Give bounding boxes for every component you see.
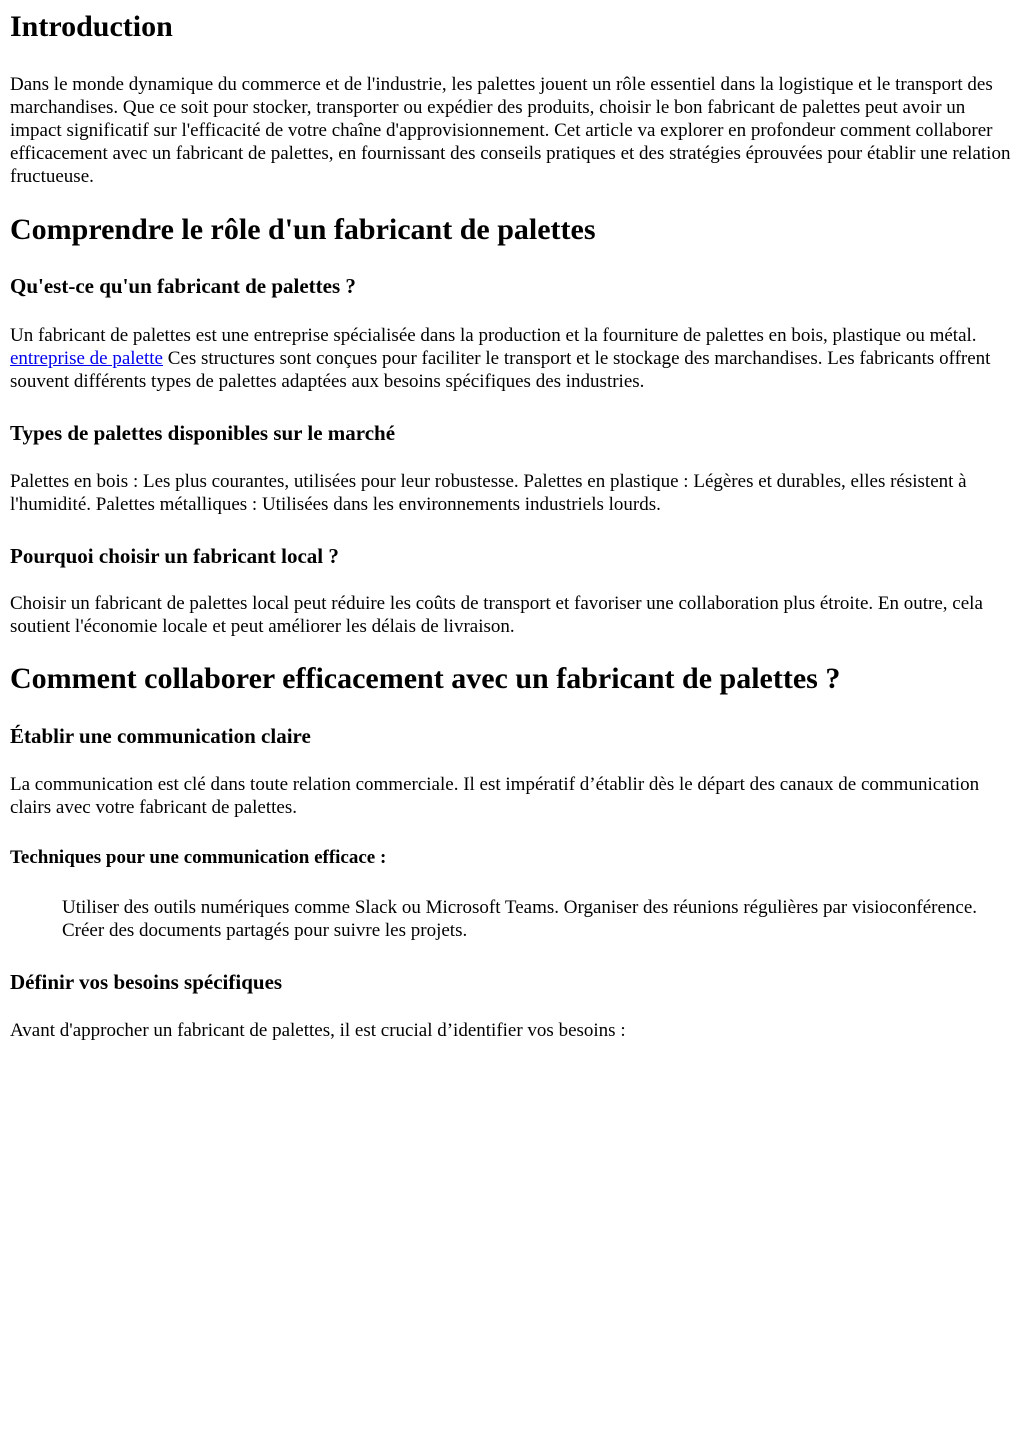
heading-what-is-manufacturer: Qu'est-ce qu'un fabricant de palettes ? [10,274,356,298]
link-entreprise-de-palette[interactable]: entreprise de palette [10,348,163,369]
heading-how-to-collaborate: Comment collaborer efficacement avec un fabricant de palettes ? [10,662,841,695]
paragraph-pallet-types: Palettes en bois : Les plus courantes, utilisées pour leur robustesse. Palettes en plastique : Légères et durables, elles résistent à l'humidité. Palettes métalliques : Utilisées dans les environnements industriels lourds. [10,471,967,515]
paragraph-introduction: Dans le monde dynamique du commerce et de l'industrie, les palettes jouent un rôle essentiel dans la logistique et le transport des marchandises. Que ce soit pour stocker, transporter ou expédier des produits, choisir le bon fabricant de palettes peut avoir un impact significatif sur l'efficacité de votre chaîne d'approvisionnement. Cet article va explorer en profondeur comment collaborer efficacement avec un fabricant de palettes, en fournissant des conseils pratiques et des stratégies éprouvées pour établir une relation fructueuse. [10,74,1011,187]
paragraph-define-needs: Avant d'approcher un fabricant de palettes, il est crucial d’identifier vos besoins : [10,1020,626,1041]
heading-role-of-manufacturer: Comprendre le rôle d'un fabricant de palettes [10,213,596,246]
heading-why-local: Pourquoi choisir un fabricant local ? [10,544,339,568]
heading-clear-communication: Établir une communication claire [10,724,311,748]
heading-communication-techniques: Techniques pour une communication efficace : [10,847,387,868]
paragraph-clear-communication: La communication est clé dans toute relation commerciale. Il est impératif d’établir dès le départ des canaux de communication clairs avec votre fabricant de palettes. [10,774,980,818]
list-item: Utiliser des outils numériques comme Slack ou Microsoft Teams. Organiser des réunions régulières par visioconférence. Créer des documents partagés pour suivre les projets. [62,897,978,941]
heading-define-needs: Définir vos besoins spécifiques [10,970,283,994]
heading-pallet-types: Types de palettes disponibles sur le marché [10,421,396,445]
paragraph-text-after-link: Ces structures sont conçues pour faciliter le transport et le stockage des marchandises. Les fabricants offrent souvent différents types de palettes adaptées aux besoins spécifiques des industries. [10,348,991,392]
paragraph-why-local: Choisir un fabricant de palettes local peut réduire les coûts de transport et favoriser une collaboration plus étroite. En outre, cela soutient l'économie locale et peut améliorer les délais de livraison. [10,593,983,637]
heading-introduction: Introduction [10,10,173,43]
techniques-list [10,896,1014,942]
paragraph-text-before-link: Un fabricant de palettes est une entreprise spécialisée dans la production et la fourniture de palettes en bois, plastique ou métal. [10,325,977,346]
paragraph-what-is-manufacturer [10,324,1014,393]
